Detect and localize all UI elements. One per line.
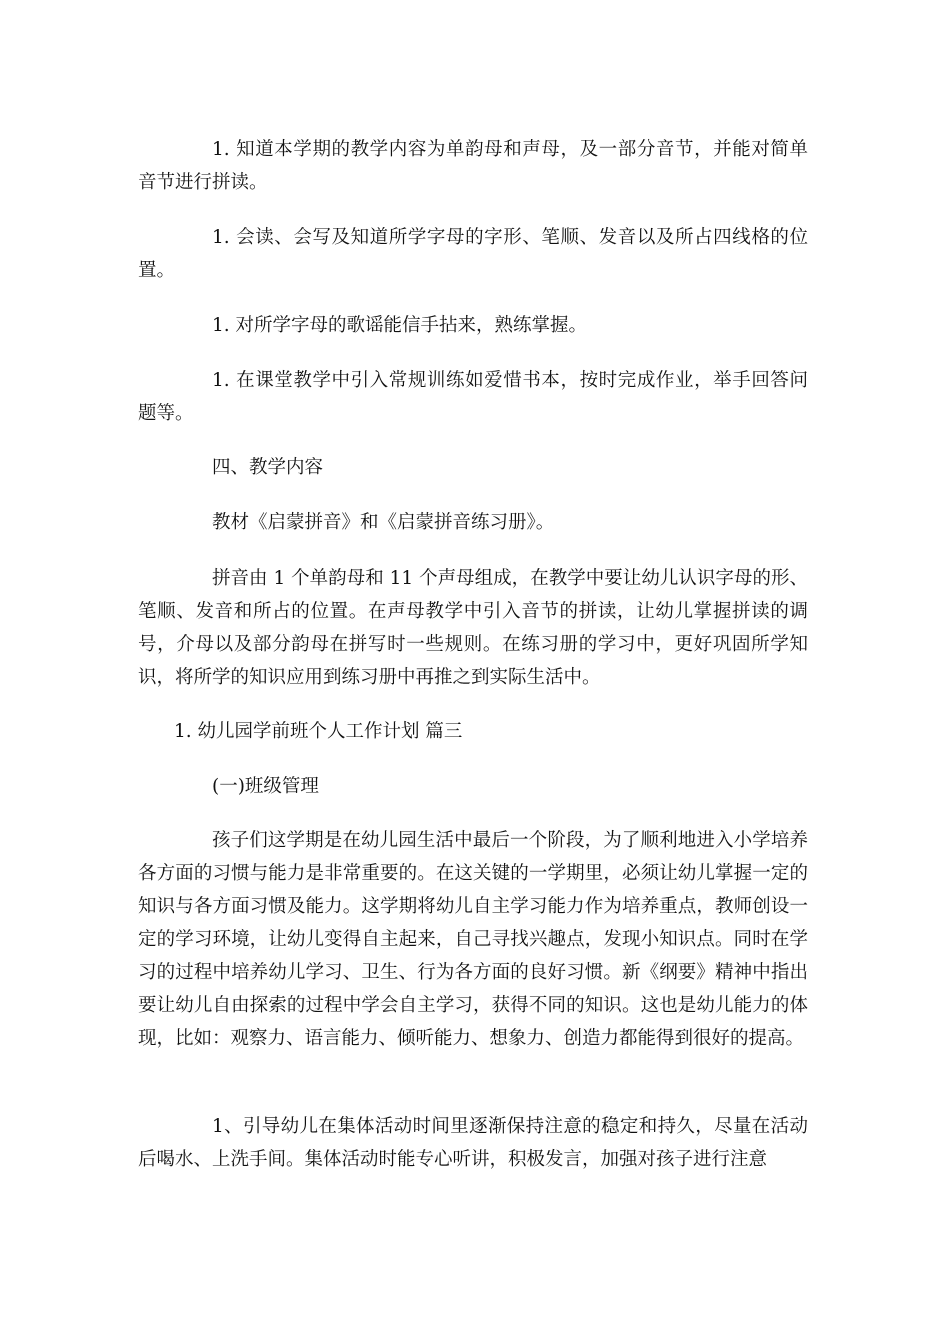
paragraph-attention-guidance: 1、引导幼儿在集体活动时间里逐渐保持注意的稳定和持久，尽量在活动后喝水、上洗手间。集体活动时能专心听讲，积极发言，加强对孩子进行注意 [138, 1116, 808, 1170]
paragraph-goal-2: 1. 会读、会写及知道所学字母的字形、笔顺、发音以及所占四线格的位置。 [138, 227, 808, 281]
paragraph-class-management: 孩子们这学期是在幼儿园生活中最后一个阶段，为了顺利地进入小学培养各方面的习惯与能力是非常重要的。在这关键的一学期里，必须让幼儿掌握一定的知识与各方面习惯及能力。这学期将幼儿自主学习能力作为培养重点，教师创设一定的学习环境，让幼儿变得自主起来，自己寻找兴趣点，发现小知识点。同时在学习的过程中培养幼儿学习、卫生、行为各方面的良好习惯。新《纲要》精神中指出要让幼儿自由探索的过程中学会自主学习，获得不同的知识。这也是幼儿能力的体现，比如：观察力、语言能力、倾听能力、想象力、创造力都能得到很好的提高。 [138, 830, 808, 1049]
paragraph-goal-4: 1. 在课堂教学中引入常规训练如爱惜书本，按时完成作业，举手回答问题等。 [138, 370, 808, 424]
paragraph-goal-1: 1. 知道本学期的教学内容为单韵母和声母，及一部分音节，并能对简单音节进行拼读。 [138, 139, 808, 193]
section-heading-plan-part-three: 1. 幼儿园学前班个人工作计划 篇三 [174, 721, 463, 742]
paragraph-goal-3: 1. 对所学字母的歌谣能信手拈来，熟练掌握。 [212, 315, 588, 336]
paragraph-textbooks: 教材《启蒙拼音》和《启蒙拼音练习册》。 [212, 512, 555, 533]
section-heading-teaching-content: 四、教学内容 [212, 457, 324, 478]
subheading-class-management: (一)班级管理 [212, 776, 319, 797]
paragraph-pinyin-overview: 拼音由 1 个单韵母和 11 个声母组成，在教学中要让幼儿认识字母的形、笔顺、发音和所占的位置。在声母教学中引入音节的拼读，让幼儿掌握拼读的调号，介母以及部分韵母在拼写时一些规则。在练习册的学习中，更好巩固所学知识，将所学的知识应用到练习册中再推之到实际生活中。 [138, 568, 808, 688]
